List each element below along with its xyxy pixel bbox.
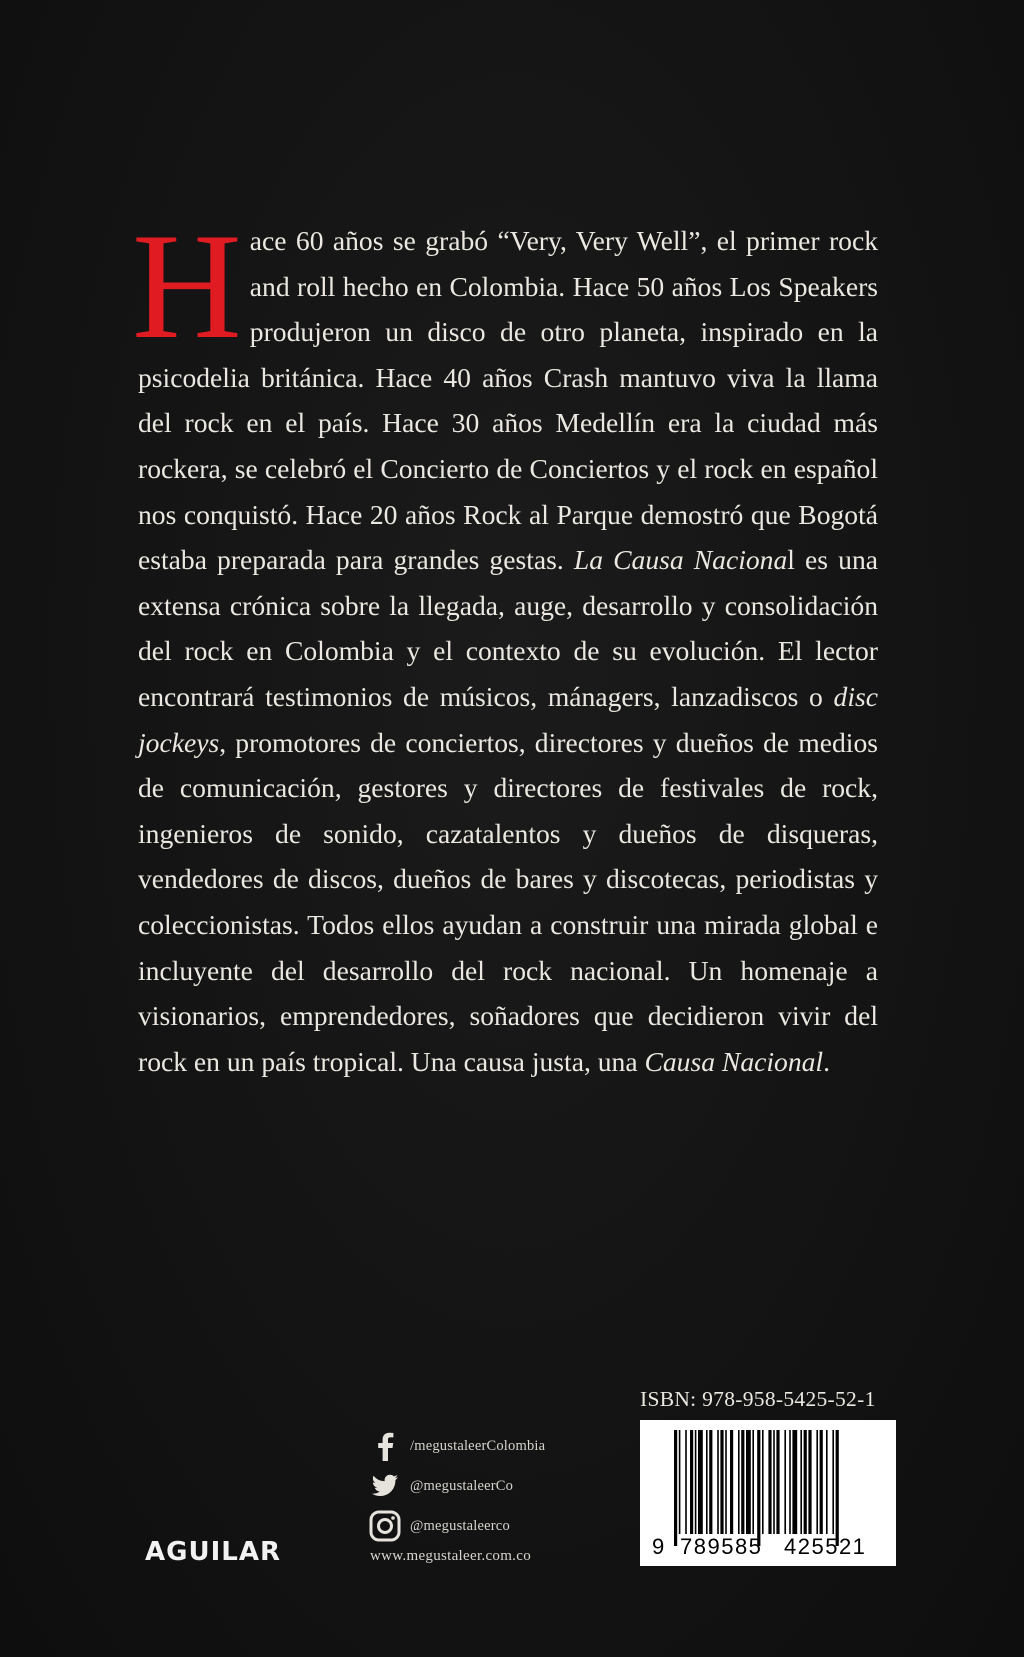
drop-cap: H: [132, 202, 242, 370]
blurb-text-1: ace 60 años se grabó “Very, Very Well”, el primer rock and roll hecho en Colombia. Hace 50 años Los Speakers produjeron un disco de otro planeta, inspirado en la psicodelia británica. Hace 40 años Crash mantuvo viva la llama del rock en el país. Hace 30 años Medellín era la ciudad más rockera, se celebró el Concierto de Conciertos y el rock en español nos conquistó. Hace 20 años Rock al Parque demostró que Bogotá estaba preparada para grandes gestas.: [138, 225, 878, 576]
barcode-bar: [816, 1430, 818, 1534]
barcode-digit-first: 9: [652, 1534, 666, 1559]
blurb-text-3: , promotores de conciertos, directores y dueños de medios de comunicación, gestores y directores de festivales de rock, ingenieros de sonido, cazatalentos y dueños de disqueras, vendedores de discos, dueños de bares y discotecas, periodistas y coleccionistas. Todos ellos ayudan a construir una mirada global e incluyente del desarrollo del rock nacional. Un homenaje a visionarios, emprendedores, soñadores que decidieron vivir del rock en un país tropical. Una causa justa, una: [138, 726, 878, 1077]
barcode-bar: [800, 1430, 802, 1534]
barcode-bar: [768, 1430, 771, 1534]
twitter-handle: @megustaleerCo: [410, 1477, 514, 1494]
book-title-italic-end: Causa Nacional: [644, 1045, 824, 1077]
barcode-bar: [762, 1430, 764, 1534]
barcode-bar: [717, 1430, 719, 1534]
barcode-bar: [789, 1430, 791, 1534]
aguilar-logo: AGUILAR: [145, 1537, 281, 1567]
facebook-icon: [368, 1429, 402, 1463]
barcode-bar: [695, 1430, 697, 1534]
barcode-bar: [808, 1430, 811, 1534]
book-title-italic: La Causa Naciona: [573, 544, 788, 576]
barcode-bar: [784, 1430, 786, 1534]
barcode-bar: [706, 1430, 708, 1534]
disc-jockeys-italic: disc jockeys: [138, 680, 878, 758]
isbn-barcode: [640, 1420, 896, 1566]
barcode-bar: [679, 1430, 681, 1534]
barcode-bar: [698, 1430, 703, 1534]
back-cover-blurb: [132, 202, 878, 1084]
barcode-bar: [690, 1430, 693, 1534]
barcode-bar: [730, 1430, 733, 1534]
instagram-link[interactable]: [368, 1506, 598, 1546]
barcode-bar: [738, 1430, 740, 1534]
barcode-digits-left: 789585: [680, 1534, 763, 1559]
barcode-bar: [674, 1430, 677, 1546]
barcode-bar: [746, 1430, 751, 1534]
barcode-bar: [826, 1430, 828, 1534]
barcode-bar: [757, 1430, 760, 1546]
barcode-bar: [776, 1430, 779, 1534]
barcode-bar: [741, 1430, 744, 1534]
instagram-icon: [368, 1509, 402, 1543]
barcode-bar: [804, 1430, 807, 1534]
website-url[interactable]: www.megustaleer.com.co: [370, 1548, 531, 1564]
barcode-bar: [709, 1430, 712, 1534]
barcode-bar: [752, 1430, 754, 1534]
barcode-bar: [792, 1430, 797, 1534]
barcode-bar: [685, 1430, 687, 1534]
barcode-bar: [773, 1430, 775, 1534]
barcode-bar: [820, 1430, 823, 1534]
barcode-bar: [832, 1430, 834, 1534]
blurb-paragraph: [132, 202, 878, 1084]
blurb-period: .: [823, 1045, 830, 1077]
twitter-icon: [368, 1469, 402, 1503]
facebook-handle: /megustaleerColombia: [410, 1437, 546, 1454]
barcode-bar: [720, 1430, 723, 1534]
barcode-digits-right: 425521: [784, 1534, 867, 1559]
social-links: [368, 1426, 598, 1546]
barcode-bar: [836, 1430, 839, 1546]
twitter-link[interactable]: [368, 1466, 598, 1506]
instagram-handle: @megustaleerco: [410, 1517, 510, 1534]
blurb-text-2: l es una extensa crónica sobre la llegada, auge, desarrollo y consolidación del rock en Colombia y el contexto de su evolución. El lector encontrará testimonios de músicos, mánagers, lanzadiscos o: [138, 544, 878, 712]
facebook-link[interactable]: [368, 1426, 598, 1466]
barcode-bar: [725, 1430, 727, 1534]
isbn-label: ISBN: 978-958-5425-52-1: [640, 1387, 876, 1411]
